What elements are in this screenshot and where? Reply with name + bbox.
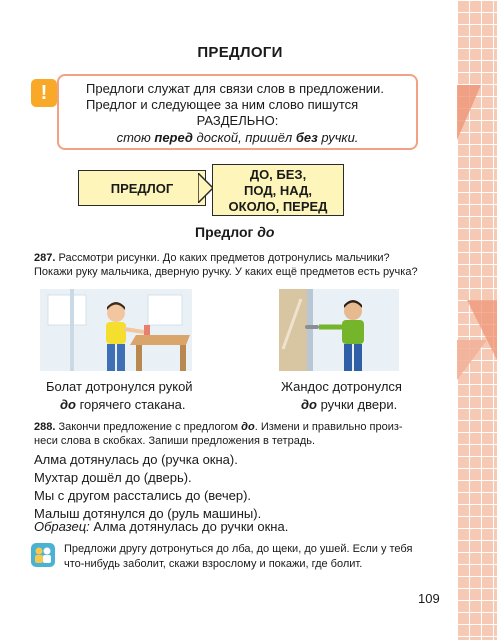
rule-line-3: РАЗДЕЛЬНО: <box>196 113 279 128</box>
margin-triangles <box>457 0 497 640</box>
rule-example-prep-1: перед <box>154 130 193 145</box>
pair-work-icon <box>31 543 55 567</box>
sample-answer: Образец: Алма дотянулась до ручки окна. <box>34 519 289 534</box>
exercise-288-sentences <box>34 451 261 523</box>
rule-example: стою перед доской, пришёл без ручки. <box>116 130 359 145</box>
section-title: Предлог до <box>195 224 275 240</box>
rule-box <box>57 74 418 150</box>
rule-example-prep-2: без <box>295 130 318 145</box>
exclamation-icon: ! <box>31 79 57 107</box>
caption-2: Жандос дотронулся до ручки двери. <box>281 379 402 412</box>
page-title: ПРЕДЛОГИ <box>197 44 283 61</box>
illustration-boy-glass <box>40 289 192 371</box>
caption-1: Болат дотронулся рукой до горячего стакана. <box>46 379 193 412</box>
sentence-line: Мухтар дошёл до (дверь). <box>34 470 192 485</box>
sentence-line: Малыш дотянулся до (руль машины). <box>34 506 262 521</box>
scheme-prepositions-list: ДО, БЕЗ, ПОД, НАД, ОКОЛО, ПЕРЕД <box>212 164 344 216</box>
illustration-boy-door <box>279 289 399 371</box>
rule-line-2: Предлог и следующее за ним слово пишутся <box>86 97 359 112</box>
rule-line-1: Предлоги служат для связи слов в предложении. <box>86 81 384 96</box>
exercise-287-text: 287. Рассмотри рисунки. До каких предметов дотронулись мальчики? Покажи руку мальчика, дверную ручку. У каких ещё предметов есть ручка? <box>34 252 418 278</box>
pair-work-text: Предложи другу дотронуться до лба, до щеки, до ушей. Если у тебя что-нибудь заболит, скажи взрослому и покажи, где болит. <box>64 543 413 570</box>
sentence-line: Мы с другом расстались до (вечер). <box>34 488 252 503</box>
sentence-line: Алма дотянулась до (ручка окна). <box>34 452 238 467</box>
exercise-288-text: 288. Закончи предложение с предлогом до. Измени и правильно произ- неси слова в скобках. Запиши предложения в тетрадь. <box>34 421 403 447</box>
scheme-preposition-box: ПРЕДЛОГ <box>78 170 206 206</box>
page-number: 109 <box>418 591 440 606</box>
